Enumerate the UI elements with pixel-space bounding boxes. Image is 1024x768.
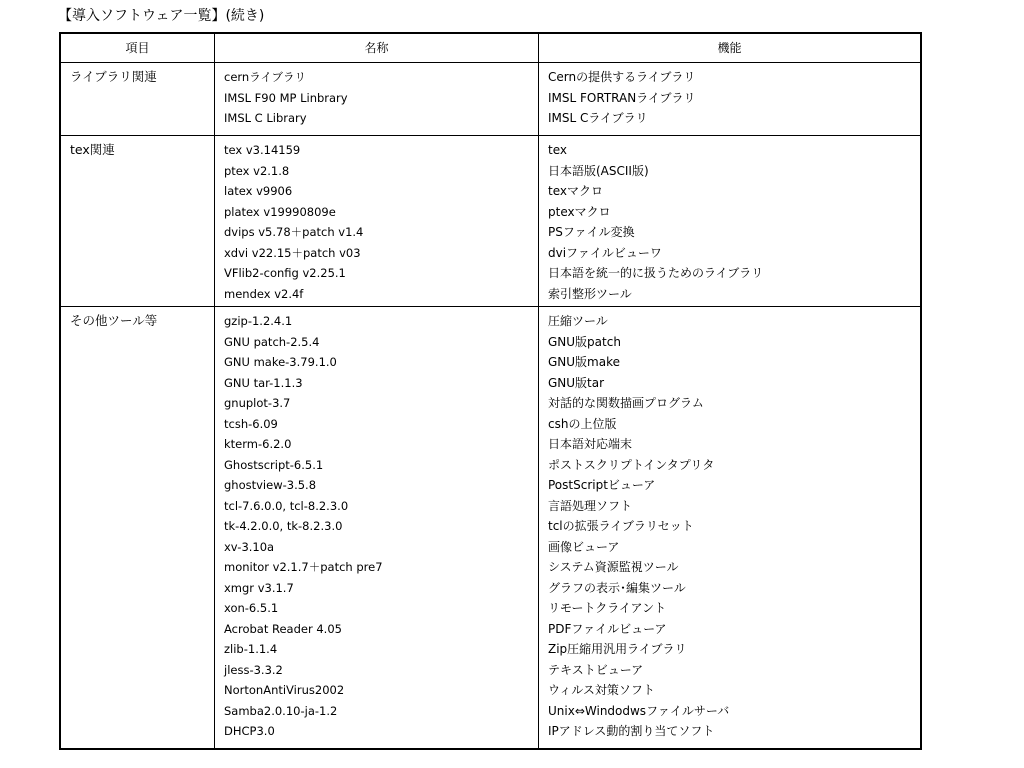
software-name: VFlib2-config v2.25.1 bbox=[224, 266, 346, 280]
software-function: PostScriptビューア bbox=[548, 478, 656, 492]
software-name: platex v19990809e bbox=[224, 204, 336, 219]
software-name: ptex v2.1.8 bbox=[224, 163, 290, 178]
software-function: IPアドレス動的割り当てソフト bbox=[548, 724, 715, 738]
software-name: tcsh-6.09 bbox=[224, 416, 278, 431]
category-label: その他ツール等 bbox=[70, 313, 158, 328]
software-function: リモートクライアント bbox=[548, 601, 667, 615]
software-table bbox=[59, 32, 922, 750]
function-list bbox=[548, 311, 729, 742]
software-name: Ghostscript-6.5.1 bbox=[224, 457, 324, 472]
software-name: jless-3.3.2 bbox=[224, 662, 283, 677]
software-function: GNU版patch bbox=[548, 334, 621, 349]
software-function: 画像ビューア bbox=[548, 539, 620, 554]
software-name: DHCP3.0 bbox=[224, 724, 275, 738]
header-name: 名称 bbox=[364, 41, 389, 55]
software-name: Acrobat Reader 4.05 bbox=[224, 621, 342, 636]
software-function: cshの上位版 bbox=[548, 416, 617, 431]
software-function: Cernの提供するライブラリ bbox=[548, 70, 696, 84]
software-function: 日本語を統一的に扱うためのライブラリ bbox=[548, 266, 764, 280]
software-name: xmgr v3.1.7 bbox=[224, 580, 294, 595]
software-function: tex bbox=[548, 143, 567, 157]
software-function: 日本語版(ASCII版) bbox=[548, 163, 649, 178]
software-name: gzip-1.2.4.1 bbox=[224, 314, 293, 328]
software-function: ptexマクロ bbox=[548, 204, 611, 219]
software-function: 対話的な関数描画プログラム bbox=[548, 396, 704, 410]
function-list bbox=[548, 140, 763, 304]
name-list bbox=[224, 67, 348, 129]
software-name: GNU tar-1.1.3 bbox=[224, 375, 303, 390]
software-function: PSファイル変換 bbox=[548, 225, 635, 239]
software-name: kterm-6.2.0 bbox=[224, 437, 292, 451]
software-function: 圧縮ツール bbox=[548, 314, 608, 328]
software-name: Samba2.0.10-ja-1.2 bbox=[224, 703, 338, 718]
software-function: テキストビューア bbox=[548, 662, 644, 677]
software-function: グラフの表示･編集ツール bbox=[548, 580, 686, 595]
software-function: 索引整形ツール bbox=[548, 286, 632, 301]
software-function: GNU版tar bbox=[548, 375, 605, 390]
software-name: mendex v2.4f bbox=[224, 286, 304, 301]
software-function: 日本語対応端末 bbox=[548, 437, 633, 451]
header-function: 機能 bbox=[717, 41, 742, 55]
software-name: ghostview-3.5.8 bbox=[224, 478, 317, 492]
software-function: texマクロ bbox=[548, 184, 603, 198]
software-name: GNU patch-2.5.4 bbox=[224, 334, 320, 349]
category-label: ライブラリ関連 bbox=[70, 69, 157, 84]
table-group-tex bbox=[61, 136, 920, 306]
table-group-other-tools bbox=[61, 307, 920, 748]
software-name: tk-4.2.0.0, tk-8.2.3.0 bbox=[224, 519, 343, 533]
function-list bbox=[548, 67, 695, 129]
software-function: ポストスクリプトインタプリタ bbox=[548, 457, 715, 472]
software-name: dvips v5.78＋patch v1.4 bbox=[224, 225, 364, 239]
software-function: システム資源監視ツール bbox=[548, 560, 679, 574]
software-function: ウィルス対策ソフト bbox=[548, 683, 655, 697]
software-name: cernライブラリ bbox=[224, 70, 307, 84]
software-function: Unix⇔Windodwsファイルサーバ bbox=[548, 703, 730, 718]
software-name: latex v9906 bbox=[224, 184, 293, 198]
software-function: IMSL FORTRANライブラリ bbox=[548, 90, 696, 105]
software-name: tcl-7.6.0.0, tcl-8.2.3.0 bbox=[224, 498, 349, 513]
software-name: gnuplot-3.7 bbox=[224, 396, 291, 410]
software-name: NortonAntiVirus2002 bbox=[224, 683, 345, 697]
software-function: GNU版make bbox=[548, 355, 621, 369]
software-function: PDFファイルビューア bbox=[548, 621, 667, 636]
software-name: GNU make-3.79.1.0 bbox=[224, 355, 337, 369]
software-function: dviファイルビューワ bbox=[548, 245, 662, 260]
software-name: tex v3.14159 bbox=[224, 143, 301, 157]
software-name: xon-6.5.1 bbox=[224, 601, 279, 615]
software-function: tclの拡張ライブラリセット bbox=[548, 519, 694, 533]
software-function: Zip圧縮用汎用ライブラリ bbox=[548, 642, 687, 656]
table-group-libraries bbox=[61, 63, 920, 135]
software-function: IMSL Cライブラリ bbox=[548, 111, 648, 125]
software-name: xv-3.10a bbox=[224, 539, 275, 554]
software-name: monitor v2.1.7＋patch pre7 bbox=[224, 560, 383, 574]
name-list bbox=[224, 140, 363, 304]
page-title: 【導入ソフトウェア一覧】(続き) bbox=[58, 8, 265, 24]
software-name: zlib-1.1.4 bbox=[224, 642, 278, 656]
header-item: 項目 bbox=[125, 41, 150, 55]
category-label: tex関連 bbox=[70, 142, 115, 157]
name-list bbox=[224, 311, 383, 742]
software-name: IMSL C Library bbox=[224, 111, 307, 125]
software-name: IMSL F90 MP Linbrary bbox=[224, 90, 348, 105]
software-function: 言語処理ソフト bbox=[548, 498, 633, 513]
software-name: xdvi v22.15＋patch v03 bbox=[224, 245, 361, 260]
